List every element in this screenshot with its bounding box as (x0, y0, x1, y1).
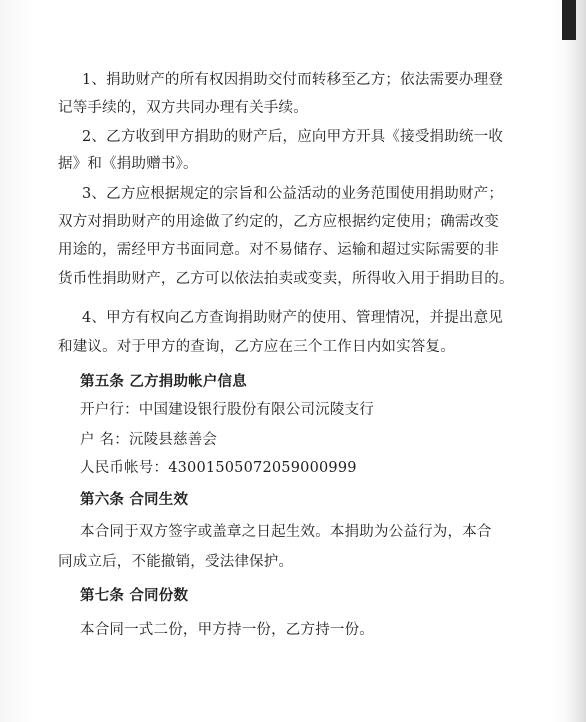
clause-4-item-2-line-1: 2、乙方收到甲方捐助的财产后，应向甲方开具《接受捐助统一收 (82, 129, 504, 145)
clause-4-item-4-line-2: 和建议。对于甲方的查询，乙方应在三个工作日内如实答复。 (58, 339, 455, 355)
article-6-text-line-1: 本合同于双方签字或盖章之日起生效。本捐助为公益行为，本合 (80, 524, 492, 540)
article-6-heading: 第六条 合同生效 (80, 492, 189, 508)
clause-4-item-2-line-2: 据》和《捐助赠书》。 (58, 156, 198, 172)
clause-4-item-3-line-3: 用途的，需经甲方书面同意。对不易储存、运输和超过实际需要的非 (58, 242, 499, 258)
scan-shadow-edge (564, 0, 586, 722)
article-7-heading: 第七条 合同份数 (80, 588, 189, 604)
scan-corner-mark (562, 0, 576, 40)
clause-4-item-4-line-1: 4、甲方有权向乙方查询捐助财产的使用、管理情况，并提出意见 (82, 310, 504, 326)
clause-4-item-1-line-1: 1、捐助财产的所有权因捐助交付而转移至乙方；依法需要办理登 (82, 72, 504, 88)
clause-4-item-3-line-2: 双方对捐助财产的用途做了约定的，乙方应根据约定使用；确需改变 (58, 214, 499, 230)
clause-4-item-1-line-2: 记等手续的，双方共同办理有关手续。 (58, 100, 308, 116)
article-6-text-line-2: 同成立后，不能撤销，受法律保护。 (58, 554, 294, 570)
clause-4-item-3-line-4: 货币性捐助财产，乙方可以依法拍卖或变卖，所得收入用于捐助目的。 (58, 271, 514, 287)
account-name-line: 户 名：沅陵县慈善会 (80, 432, 218, 448)
article-5-heading: 第五条 乙方捐助帐户信息 (80, 374, 247, 390)
clause-4-item-3-line-1: 3、乙方应根据规定的宗旨和公益活动的业务范围使用捐助财产； (82, 186, 504, 202)
account-number-line: 人民币帐号：43001505072059000999 (80, 460, 357, 476)
article-7-text: 本合同一式二份，甲方持一份，乙方持一份。 (80, 622, 374, 638)
bank-name-line: 开户行：中国建设银行股份有限公司沅陵支行 (80, 402, 374, 418)
